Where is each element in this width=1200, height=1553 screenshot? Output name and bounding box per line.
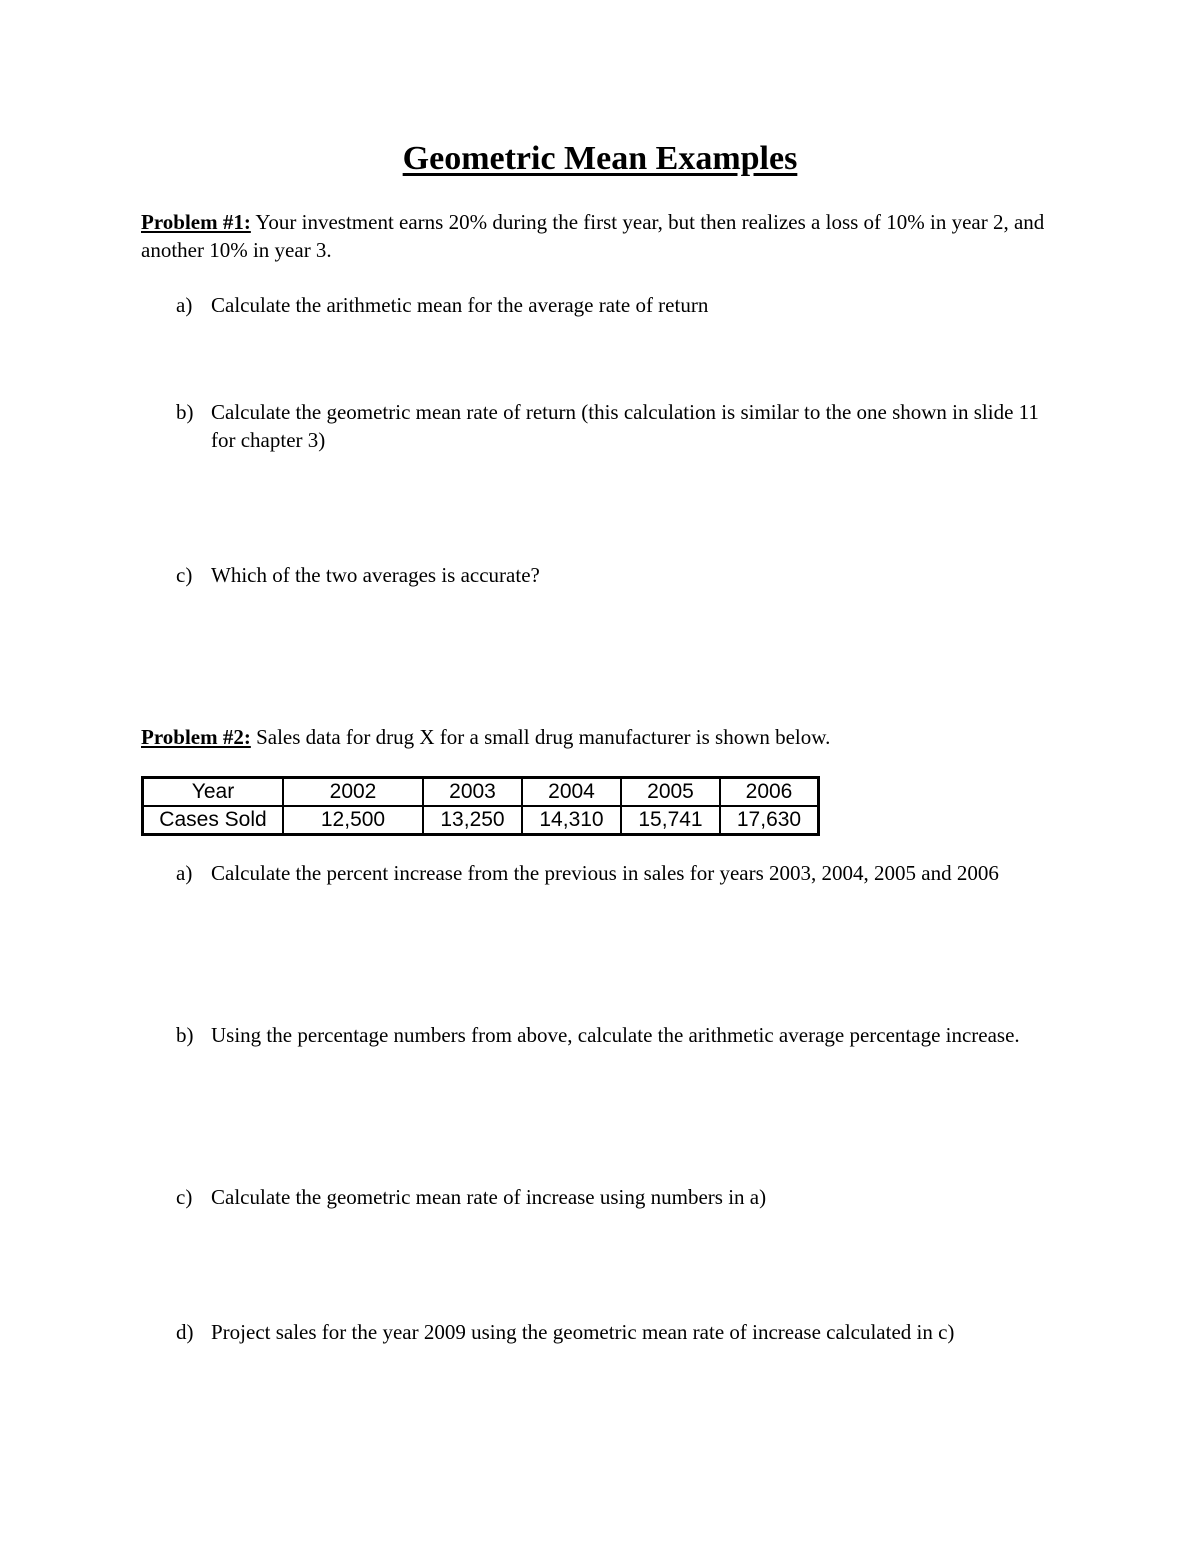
sales-table <box>141 776 820 836</box>
problem-2-item-c <box>176 1183 1056 1211</box>
table-header-row <box>143 778 819 807</box>
item-text: Project sales for the year 2009 using the geometric mean rate of increase calculated in c) <box>211 1320 955 1344</box>
item-letter: b) <box>176 400 194 424</box>
item-letter: a) <box>176 861 193 885</box>
table-cell: 14,310 <box>522 806 621 835</box>
table-cell: 2006 <box>720 778 819 807</box>
problem-1-statement <box>141 208 1071 264</box>
problem-1-item-b <box>176 398 1056 454</box>
table-cell: 2005 <box>621 778 720 807</box>
problem-1-text: Your investment earns 20% during the first year, but then realizes a loss of 10% in year 2, and another 10% in year 3. <box>141 210 1045 262</box>
problem-2-text: Sales data for drug X for a small drug manufacturer is shown below. <box>250 725 831 749</box>
item-letter: a) <box>176 293 193 317</box>
problem-1-item-c <box>176 561 1056 589</box>
table-cell: Cases Sold <box>143 806 284 835</box>
item-text: Calculate the arithmetic mean for the average rate of return <box>211 293 709 317</box>
item-text: Calculate the geometric mean rate of increase using numbers in a) <box>211 1185 767 1209</box>
problem-2-label: Problem #2: <box>141 725 251 749</box>
table-cell: 17,630 <box>720 806 819 835</box>
table-cell: 2004 <box>522 778 621 807</box>
page-title: Geometric Mean Examples <box>402 140 798 177</box>
problem-2-item-a <box>176 859 1056 887</box>
problem-1-item-a <box>176 291 1056 319</box>
problem-1-label: Problem #1: <box>141 210 251 234</box>
problem-2-item-d <box>176 1318 1056 1346</box>
item-text: Using the percentage numbers from above, calculate the arithmetic average percentage increase. <box>211 1023 1020 1047</box>
table-cell: 15,741 <box>621 806 720 835</box>
item-text: Which of the two averages is accurate? <box>211 563 540 587</box>
item-letter: d) <box>176 1320 194 1344</box>
item-text: Calculate the geometric mean rate of return (this calculation is similar to the one shown in slide 11 for chapter 3) <box>211 400 1039 452</box>
item-letter: c) <box>176 563 193 587</box>
table-cell: 2003 <box>423 778 522 807</box>
problem-2-statement <box>141 723 1071 751</box>
item-text: Calculate the percent increase from the previous in sales for years 2003, 2004, 2005 and 2006 <box>211 861 999 885</box>
table-cell: Year <box>143 778 284 807</box>
table-cell: 2002 <box>283 778 423 807</box>
problem-2-item-b <box>176 1021 1056 1049</box>
table-cell: 12,500 <box>283 806 423 835</box>
table-row <box>143 806 819 835</box>
item-letter: b) <box>176 1023 194 1047</box>
item-letter: c) <box>176 1185 193 1209</box>
table-cell: 13,250 <box>423 806 522 835</box>
